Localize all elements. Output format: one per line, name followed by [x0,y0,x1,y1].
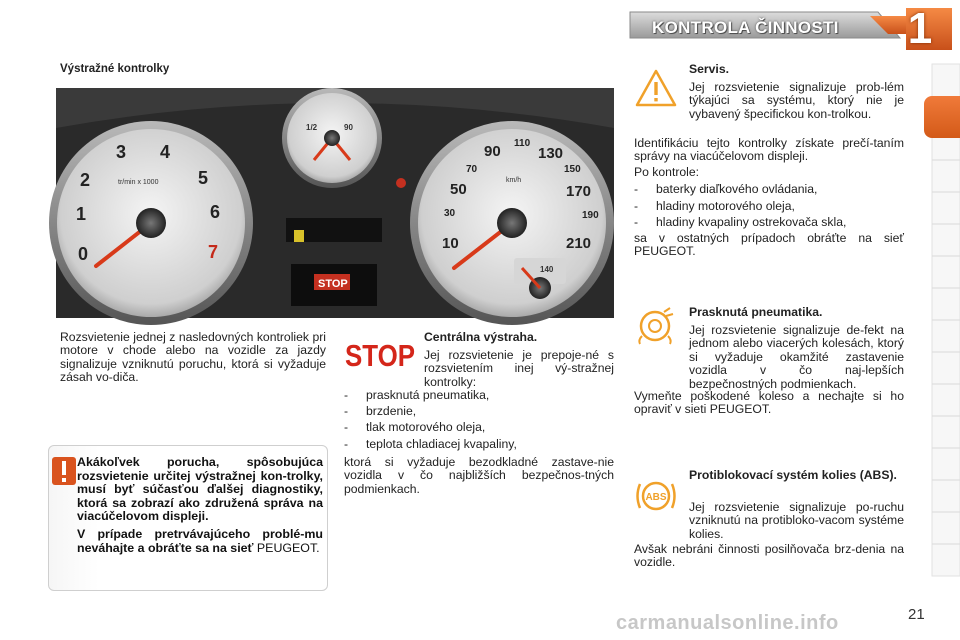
watermark: carmanualsonline.info [616,612,839,634]
chapter-tab-strip [928,64,960,576]
central-alert-title: Centrálna výstraha. [424,330,538,344]
service-warning-icon [634,68,678,108]
tacho-label-2: 2 [80,170,91,190]
speedo-label-130: 130 [538,145,564,162]
tyre-text: Jej rozsvietenie signalizuje de-fekt na jednom alebo viacerých kolesách, ktorý si vyžaduje okamžité zastavenie vozidla v čo naj-lepších bezpečnostných podmienkach. [689,323,904,391]
speedo-label-90: 90 [484,143,501,160]
section-title: Výstražné kontrolky [60,63,170,75]
dash-stop-lamp: STOP [318,278,348,290]
chapter-title: KONTROLA ČINNOSTI [652,18,839,37]
tacho-label-1: 1 [76,204,87,224]
tyre-replace: Vymeňte poškodené koleso a nechajte si ho opraviť v sieti PEUGEOT. [634,389,904,417]
tacho-label-0: 0 [78,244,89,264]
list-item: - brzdenie, [344,404,417,419]
central-alert-text: Jej rozsvietenie je prepoje-né s rozsvietením inej vý-stražnej kontrolky: [424,348,614,389]
chapter-number: 1 [907,4,933,53]
service-footer: sa v ostatných prípadoch obráťte na sieť PEUGEOT. [634,231,904,259]
tyre-title: Prasknutá pneumatika. [689,305,823,319]
tacho-label-7: 7 [208,242,219,262]
central-alert-footer: ktorá si vyžaduje bezodkladné zastave-nie vozidla v čo najbližších bezpečnos-tných podmienkach. [344,455,614,496]
warning-para-1: Akákoľvek porucha, spôsobujúca rozsvietenie určitej výstražnej kon-trolky, musí byť súčasťou ďalšej diagnostiky, ktorá sa zobrazí ako združená správa na viacúčelovom displeji. [77,455,323,524]
abs-footer: Avšak nebráni činnosti posilňovača brz-denia na vozidle. [634,542,904,570]
speedo-label-190: 190 [582,210,599,221]
service-text: Jej rozsvietenie signalizuje prob-lém týkajúci sa systému, ktorý nie je vybavený špecifickou kon-trolkou. [689,80,904,121]
service-checks-label: Po kontrole: [634,165,700,179]
tyre-puncture-icon [634,306,676,346]
temp-90-label: 90 [344,123,353,132]
speedo-label-150: 150 [564,164,581,175]
warning-para-2 [77,528,323,555]
speedo-unit: km/h [506,177,522,184]
speedo-label-110: 110 [514,138,531,149]
warning-brand: PEUGEOT. [256,540,320,555]
exclamation-icon [51,456,77,486]
stop-icon-text: STOP [345,338,415,373]
abs-icon-text: ABS [645,492,667,503]
stop-icon [344,338,416,373]
speedo-label-70: 70 [466,164,478,175]
service-title: Servis. [689,62,729,76]
list-item: - hladiny kvapaliny ostrekovača skla, [634,215,847,230]
list-item: - prasknutá pneumatika, [344,388,490,402]
chapter-tab-active[interactable] [924,96,960,138]
speedo-label-50: 50 [450,181,467,198]
abs-text: Jej rozsvietenie signalizuje po-ruchu vzniknutú na protibloko-vacom systéme kolies. [689,500,904,541]
warning-text [77,456,323,555]
warning-para-2-text: V prípade pretrvávajúceho problé-mu neváhajte a obráťte sa na sieť [77,526,323,555]
speedo-label-170: 170 [566,183,592,200]
page-number: 21 [908,606,925,623]
speedo-label-210: 210 [566,235,592,252]
tacho-unit: tr/min x 1000 [118,179,159,186]
speedo-label-10: 10 [442,235,459,252]
list-item: - hladiny motorového oleja, [634,198,795,213]
service-identify: Identifikáciu tejto kontrolky získate prečí-taním správy na viacúčelovom displeji. [634,136,904,164]
abs-title: Protiblokovací systém kolies (ABS). [689,468,897,482]
speedo-label-30: 30 [444,208,456,219]
instrument-cluster-image [56,88,614,318]
abs-icon [634,476,678,516]
intro-paragraph: Rozsvietenie jednej z nasledovných kontroliek pri motore v chode alebo na vozidle za jazdy signalizuje vzniknutú poruchu, ktorá si vyžaduje zásah vo-diča. [60,330,326,385]
tacho-label-5: 5 [198,168,209,188]
temp-140-label: 140 [540,265,554,274]
fuel-half-label: 1/2 [306,123,318,132]
list-item: - teplota chladiacej kvapaliny, [344,436,517,451]
tacho-label-6: 6 [210,202,221,222]
tacho-label-4: 4 [160,142,171,162]
list-item: - tlak motorového oleja, [344,420,486,435]
tacho-label-3: 3 [116,142,127,162]
central-alert-list [344,389,614,454]
service-list [634,183,904,233]
warning-callout [48,445,328,591]
list-item: - baterky diaľkového ovládania, [634,182,818,196]
